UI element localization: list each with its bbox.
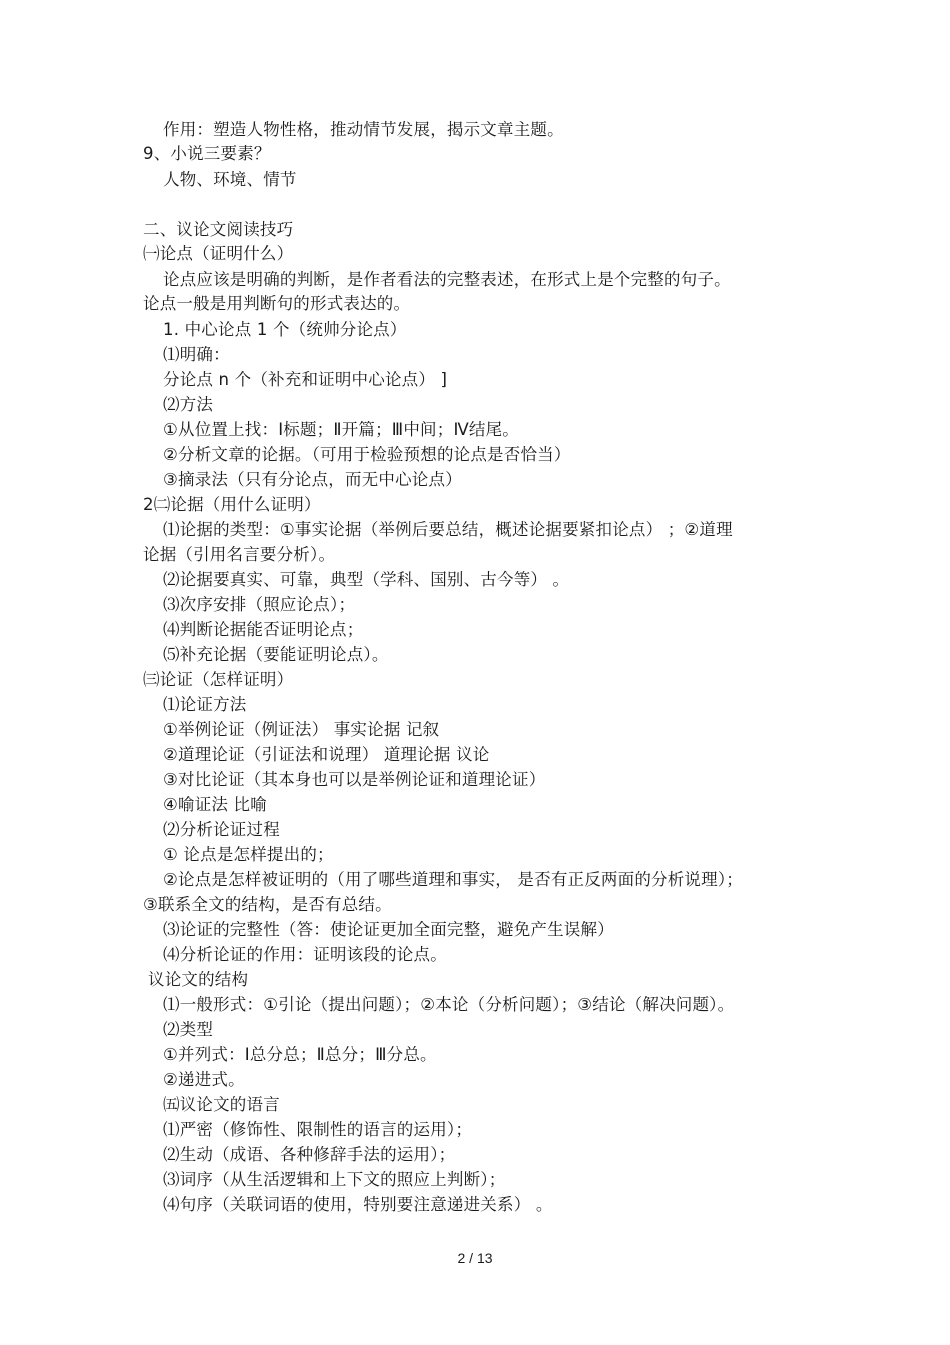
subsection-heading: 议论文的结构 [148, 970, 249, 989]
paragraph-line: 论点应该是明确的判断，是作者看法的完整表述，在形式上是个完整的句子。 [163, 270, 731, 289]
list-item: ⑵论据要真实、可靠，典型（学科、国别、古今等） 。 [163, 570, 570, 589]
list-item: ④喻证法 比喻 [163, 795, 267, 814]
list-item: ①并列式：Ⅰ总分总；Ⅱ总分；Ⅲ分总。 [163, 1045, 437, 1064]
page-number: 2 / 13 [457, 1250, 493, 1266]
list-item: ③对比论证（其本身也可以是举例论证和道理论证） [163, 770, 546, 789]
list-item: ②道理论证（引证法和说理） 道理论据 议论 [163, 745, 490, 764]
list-item: ②论点是怎样被证明的（用了哪些道理和事实， 是否有正反两面的分析说理）； [163, 870, 743, 889]
list-item: ⑴一般形式：①引论（提出问题）；②本论（分析问题）；③结论（解决问题）。 [163, 995, 735, 1014]
list-item: ⑶论证的完整性（答：使论证更加全面完整，避免产生误解） [163, 920, 614, 939]
list-item: ⑵分析论证过程 [163, 820, 280, 839]
list-item: ⑵类型 [163, 1020, 214, 1039]
list-item: ⑶词序（从生活逻辑和上下文的照应上判断）； [163, 1170, 506, 1189]
list-item: 1. 中心论点 1 个（统帅分论点） [163, 320, 407, 339]
list-item: ⑸补充论据（要能证明论点）。 [163, 645, 389, 664]
list-item: ①举例论证（例证法） 事实论据 记叙 [163, 720, 440, 739]
list-item: ③摘录法（只有分论点，而无中心论点） [163, 470, 462, 489]
subsection-heading: 2㈡论据（用什么证明） [143, 495, 321, 514]
subsection-heading: ㈢论证（怎样证明） [143, 670, 294, 689]
list-item: ⑷句序（关联词语的使用，特别要注意递进关系） 。 [163, 1195, 553, 1214]
list-item: ⑴严密（修饰性、限制性的语言的运用）； [163, 1120, 473, 1139]
list-item-continuation: ③联系全文的结构，是否有总结。 [143, 895, 392, 914]
list-item: ⑴明确： [163, 345, 230, 364]
text-line-3: 人物、环境、情节 [163, 170, 297, 189]
list-item: ⑵方法 [163, 395, 214, 414]
list-item: ②分析文章的论据。（可用于检验预想的论点是否恰当） [163, 445, 571, 464]
list-item: ⑴论据的类型：①事实论据（举例后要总结，概述论据要紧扣论点） ；②道理 [163, 520, 733, 539]
section-heading: 二、议论文阅读技巧 [143, 220, 294, 239]
list-item: ① 论点是怎样提出的； [163, 845, 334, 864]
text-line-1: 作用：塑造人物性格，推动情节发展，揭示文章主题。 [163, 120, 564, 139]
list-item: ⑴论证方法 [163, 695, 247, 714]
list-item: ⑵生动（成语、各种修辞手法的运用）； [163, 1145, 456, 1164]
list-item: ⑶次序安排（照应论点）； [163, 595, 356, 614]
list-item-continuation: 论据（引用名言要分析）。 [143, 545, 336, 564]
paragraph-line: 论点一般是用判断句的形式表达的。 [143, 294, 411, 313]
list-item: 分论点 n 个（补充和证明中心论点） ] [163, 370, 448, 389]
question-heading: 9、小说三要素？ [143, 144, 271, 163]
list-item: ⑷分析论证的作用：证明该段的论点。 [163, 945, 447, 964]
list-item: ①从位置上找：Ⅰ标题；Ⅱ开篇；Ⅲ中间；Ⅳ结尾。 [163, 420, 519, 439]
subsection-heading: ㈠论点（证明什么） [143, 244, 294, 263]
subsection-heading: ㈤议论文的语言 [163, 1095, 280, 1114]
list-item: ⑷判断论据能否证明论点； [163, 620, 364, 639]
list-item: ②递进式。 [163, 1070, 245, 1089]
